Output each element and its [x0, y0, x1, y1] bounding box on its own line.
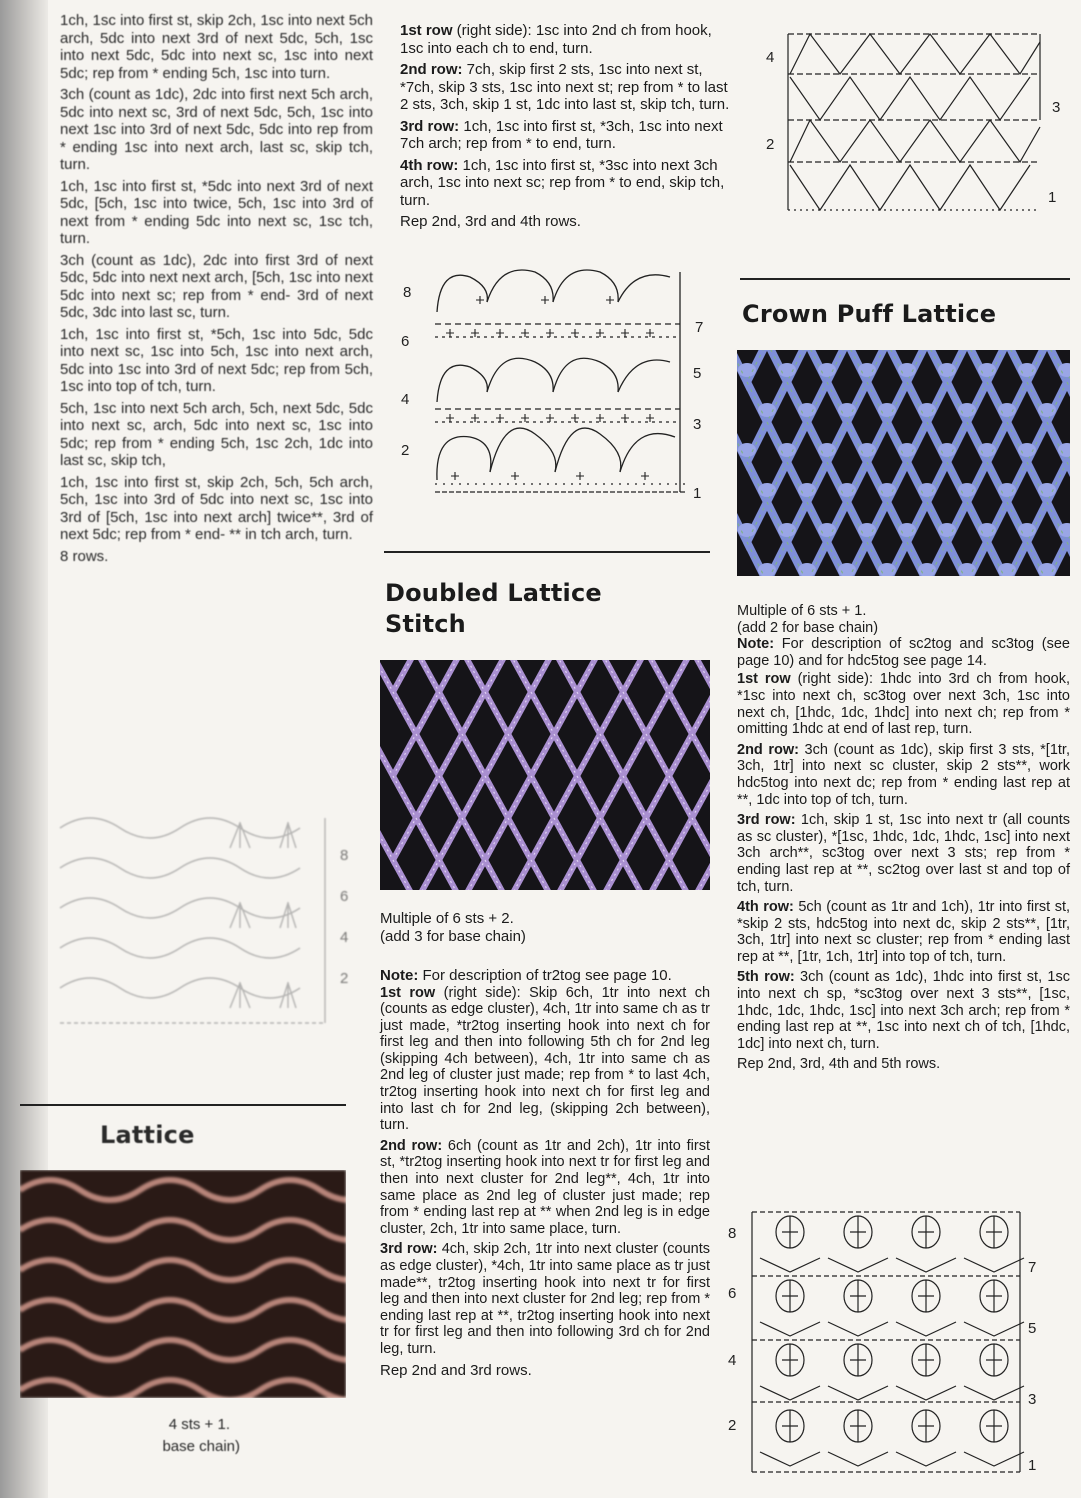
col3-top-diagram-row-2: 2	[766, 136, 775, 153]
col3-instruction-5	[737, 969, 1070, 1052]
col3-top-diagram-row-1: 1	[1048, 189, 1057, 206]
col2-row-block	[380, 985, 710, 1358]
col2-section-divider	[384, 551, 710, 553]
col2-diagram-row-6: 6	[401, 333, 410, 350]
col3-puff-row-6: 6	[728, 1285, 737, 1302]
col2-repeat-2: Rep 2nd and 3rd rows.	[380, 1361, 532, 1379]
col3-puff-row-8: 8	[728, 1225, 737, 1242]
col1-diagram-row-6: 6	[340, 888, 349, 905]
col2-diagram-row-7: 7	[695, 319, 704, 336]
col2-row-1-label: 1st row	[400, 22, 453, 39]
col2-note-text: For description of tr2tog see page 10.	[418, 967, 672, 984]
col1-bottom-text	[60, 1416, 340, 1459]
col2-instruction-1-text: (right side): Skip 6ch, 1tr into next ch (counts as edge cluster), 4ch, 1tr into same ch as tr just made, *tr2tog inserting hook into next ch for first leg and then into following 5th ch for 2nd leg (skipping 4ch between), 4ch, 1tr into same ch as 2nd leg of cluster just made; rep from * to last 4ch, tr2tog inserting hook into next ch for first leg and into last ch for 2nd leg, (skipping 2ch between), turn.	[380, 984, 711, 1134]
left-column	[60, 12, 373, 569]
col3-multiple-line-1: Multiple of 6 sts + 1.	[737, 603, 867, 619]
col2-instruction-2-text: 6ch (count as 1tr and 2ch), 1tr into first st, *tr2tog inserting hook into next tr for first leg and then into next cluster for 2nd leg**, 4ch, 1tr into same place as 2nd leg of cluster just made; rep from * ending last rep at ** when 2nd leg is in edge cluster, 2ch, 1tr into same place, turn.	[380, 1137, 710, 1237]
col3-puff-row-5: 5	[1028, 1320, 1037, 1337]
col2-arch-diagram	[395, 262, 715, 502]
col1-paragraph-5: 1ch, 1sc into first st, *5ch, 1sc into 5dc, 5dc into next sc, 1sc into 5ch, 1sc into next arch, 5dc into 1sc into 3rd of next 5dc; rep from 5ch, 1sc into top of tch, turn.	[60, 325, 373, 395]
doubled-lattice-swatch-photo	[380, 660, 710, 890]
col3-instruction-1	[737, 671, 1070, 737]
col2-diagram-row-4: 4	[401, 391, 410, 408]
col2-multiple-line-2: (add 3 for base chain)	[380, 927, 526, 945]
col2-diagram-row-8: 8	[403, 284, 412, 301]
col3-instruction-4-label: 4th row:	[737, 899, 794, 916]
col3-lattice-diagram	[760, 22, 1070, 222]
col2-row-4-label: 4th row:	[400, 156, 459, 174]
col2-note	[380, 967, 710, 985]
middle-column-top-text	[400, 22, 733, 235]
col1-bottom-swatch-photo	[20, 1170, 346, 1398]
col1-bottom-title: Lattice	[100, 1121, 195, 1149]
col3-instruction-2-label: 2nd row:	[737, 741, 799, 758]
col2-instruction-2	[380, 1138, 710, 1238]
right-column-instructions	[737, 603, 1070, 1077]
col1-diagram-row-4: 4	[340, 929, 349, 946]
col2-instruction-1	[380, 985, 710, 1134]
col3-row-block	[737, 636, 1070, 1052]
col2-row-2-text: 7ch, skip first 2 sts, 1sc into next st, *7ch, skip 3 sts, 1sc into next st; rep from * to last 2 sts, 3ch, skip 1 st, 1dc into last st, skip tch, turn.	[400, 61, 730, 113]
col3-instruction-5-label: 5th row:	[737, 969, 795, 986]
col3-puff-row-1: 1	[1028, 1457, 1037, 1474]
col2-instruction-3-text: 4ch, skip 2ch, 1tr into next cluster (counts as edge cluster), *4ch, 1tr into same place as tr just made**, tr2tog inserting hook into next tr for first leg and then into next cluster for 2nd leg; rep from * ending last rep at **, tr2tog inserting hook into next tr for first leg and then into following 3rd ch for 2nd leg, turn.	[380, 1241, 711, 1357]
col3-instruction-2	[737, 742, 1070, 808]
col3-instruction-5-text: 3ch (count as 1dc), 1hdc into first st, 1sc into next ch sp, *sc3tog over next 3 sts**, [1sc, 1hdc, 1dc, 1hdc, 1sc] into next 3ch arch; rep from * ending last rep at **, 1sc into next ch of tch, [1hdc, 1dc] into next ch, turn.	[737, 969, 1070, 1052]
col2-row-1	[400, 22, 733, 57]
col2-instruction-3-label: 3rd row:	[380, 1241, 438, 1258]
col1-diagram-row-2: 2	[340, 970, 349, 987]
col3-top-diagram-row-3: 3	[1052, 99, 1061, 116]
col2-note-label: Note:	[380, 967, 419, 984]
col3-note-text: For description of sc2tog and sc3tog (see page 10) and for hdc5tog see page 14.	[737, 636, 1070, 669]
col3-puff-row-4: 4	[728, 1352, 737, 1369]
col1-paragraph-4: 3ch (count as 1dc), 2dc into first 3rd of next 5dc, 5dc into next next arch, [5ch, 1sc into next 5dc into next sc; rep from * end- 3rd of next 5dc, 3dc into last sc, turn.	[60, 251, 373, 321]
col2-diagram-row-1: 1	[693, 485, 702, 502]
col3-repeat: Rep 2nd, 3rd, 4th and 5th rows.	[737, 1056, 941, 1073]
col2-row-1-text: (right side): 1sc into 2nd ch from hook, 1sc into each ch to end, turn.	[400, 22, 712, 57]
col1-bottom-line-2: base chain)	[162, 1437, 240, 1455]
col3-puff-row-3: 3	[1028, 1391, 1037, 1408]
col3-instruction-2-text: 3ch (count as 1dc), skip first 3 sts, *[1tr, 3ch, 1tr] into next sc cluster, skip 2 sts**, work hdc5tog into next dc; rep from * ending last rep at **, 1dc into top of tch, turn.	[737, 741, 1070, 808]
col1-stitch-diagram	[50, 808, 360, 1038]
col1-paragraph-3: 1ch, 1sc into first st, *5dc into next 3rd of next 5dc, [5ch, 1sc into twice, 5ch, 1sc into 3rd of next from * ending 5dc into next sc, 1sc tch, turn.	[60, 177, 373, 247]
doubled-lattice-title: Doubled Lattice Stitch	[385, 579, 602, 638]
col2-row-3-text: 1ch, 1sc into first st, *3ch, 1sc into next 7ch arch; rep from * to end, turn.	[400, 117, 723, 152]
col3-note-label: Note:	[737, 636, 775, 653]
col2-diagram-row-3: 3	[693, 416, 702, 433]
col2-row-3-label: 3rd row:	[400, 117, 460, 135]
col1-diagram-row-8: 8	[340, 847, 349, 864]
col2-diagram-row-5: 5	[693, 365, 702, 382]
col1-paragraph-8: 8 rows.	[60, 547, 109, 565]
col1-paragraph-7: 1ch, 1sc into first st, skip 2ch, 5ch, 5ch arch, 5ch, 1sc into 3rd of 5dc into next sc, 1sc into 3rd of [5ch, 1sc into next arch] twice**, 3rd of next 5dc; rep from * end- ** in tch arch, turn.	[60, 473, 373, 543]
col3-instruction-3-label: 3rd row:	[737, 812, 796, 829]
col2-multiple-line-1: Multiple of 6 sts + 2.	[380, 910, 514, 927]
col2-row-2-label: 2nd row:	[400, 61, 463, 78]
middle-column-instructions	[380, 910, 710, 1383]
col3-instruction-1-label: 1st row	[737, 671, 791, 688]
col1-paragraph-6: 5ch, 1sc into next 5ch arch, 5ch, next 5dc, 5dc into next sc, arch, 5dc into next sc, 1sc into 5dc; rep from * ending 5ch, 1sc 2ch, 1dc into last sc, skip tch,	[60, 399, 373, 469]
crown-puff-title: Crown Puff Lattice	[742, 300, 997, 328]
col3-instruction-3	[737, 812, 1070, 895]
col2-row-3	[400, 118, 733, 153]
col2-repeat: Rep 2nd, 3rd and 4th rows.	[400, 213, 581, 230]
col3-instruction-4-text: 5ch (count as 1tr and 1ch), 1tr into first st, *skip 2 sts, hdc5tog into next dc, skip 2 sts**, [1tr, 3ch, 1tr] into next sc cluster; rep from * ending last rep at **, [1tr, 1ch, 1tr] into top of tch, turn.	[737, 899, 1070, 965]
col3-top-diagram-row-4: 4	[766, 49, 775, 66]
col2-instruction-3	[380, 1241, 710, 1357]
col1-bottom-line-1: 4 sts + 1.	[168, 1416, 230, 1433]
col1-paragraph-1: 1ch, 1sc into first st, skip 2ch, 1sc into next 5ch arch, 5dc into next 3rd of next 5dc, 5ch, 1sc into next 5dc, 5dc into next sc, 1sc into next 5dc; rep from * ending 5ch, 1sc into turn.	[60, 12, 373, 82]
col3-instruction-4	[737, 899, 1070, 965]
col3-instruction-3-text: 1ch, skip 1 st, 1sc into next tr (all counts as sc cluster), *[1sc, 1hdc, 1dc, 1hdc, 1sc] into next 3ch arch**, sc3tog over next 3 sts; rep from * ending last rep at **, sc2tog over last st and top of tch, turn.	[737, 812, 1070, 895]
col1-section-divider	[20, 1104, 346, 1106]
col3-section-divider	[740, 278, 1070, 280]
col2-row-4	[400, 157, 733, 210]
col3-multiple-line-2: (add 2 for base chain)	[737, 619, 879, 636]
col1-paragraph-2: 3ch (count as 1dc), 2dc into first next 5ch arch, 5dc into next sc, 3rd of next 5dc, 5ch, 1sc into next 1sc into 3rd of next 5dc, 5dc into rep from * ending 1sc into next arch, last sc, skip tch, turn.	[60, 86, 373, 173]
col3-puff-row-7: 7	[1028, 1259, 1037, 1276]
col3-puff-diagram	[720, 1200, 1075, 1485]
col3-instruction-1-text: (right side): 1hdc into 3rd ch from hook, *1sc into next ch, sc3tog over next 3ch, 1sc into next ch, [1hdc, 1dc, 1hdc] into next ch; rep from * omitting 1hdc at end of last rep, turn.	[737, 671, 1070, 738]
col2-instruction-2-label: 2nd row:	[380, 1137, 443, 1154]
col3-puff-row-2: 2	[728, 1417, 737, 1434]
col2-row-4-text: 1ch, 1sc into first st, *3sc into next 3ch arch, 1sc into next sc; rep from * to end, skip tch, turn.	[400, 156, 725, 209]
col3-note	[737, 636, 1070, 669]
col2-instruction-1-label: 1st row	[380, 984, 436, 1001]
crown-puff-swatch-photo	[737, 350, 1070, 576]
col2-diagram-row-2: 2	[401, 442, 410, 459]
col2-row-2	[400, 61, 733, 114]
